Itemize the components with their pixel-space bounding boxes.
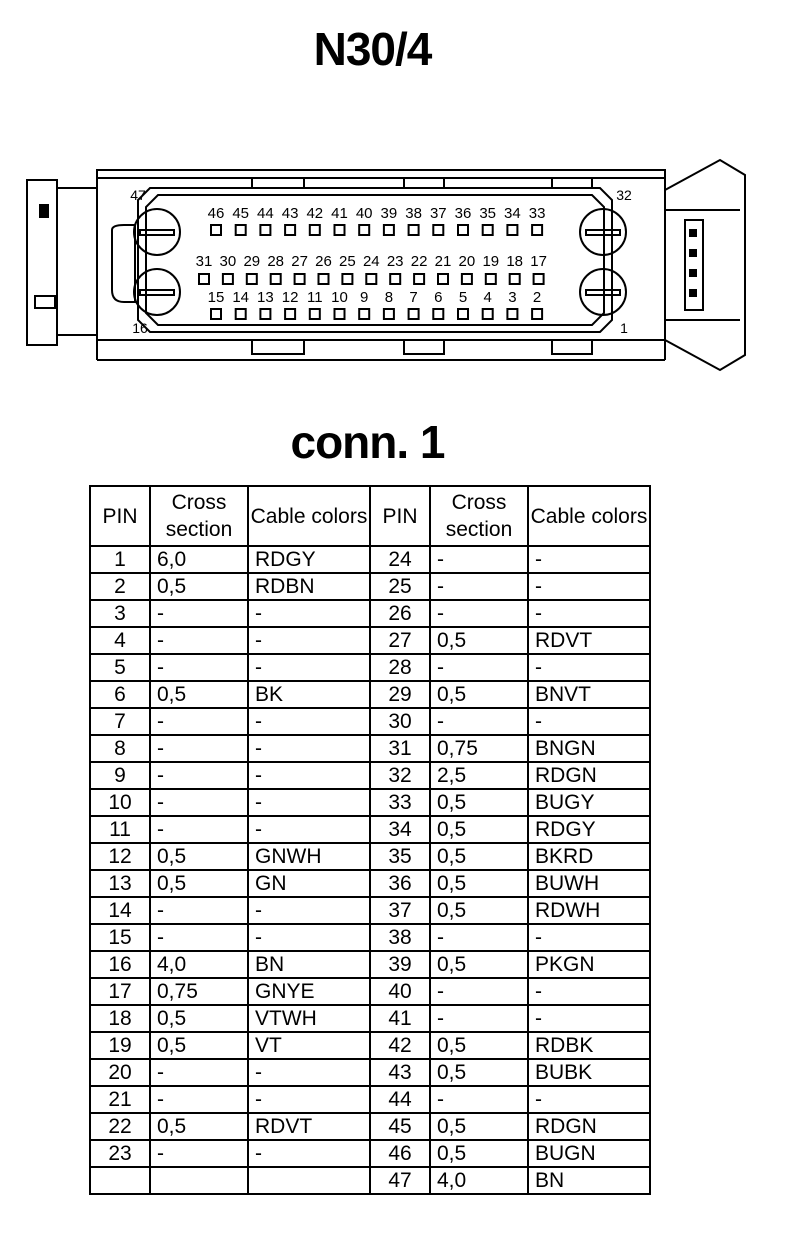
pin-number-label: 18 bbox=[506, 253, 524, 270]
pin-socket bbox=[335, 309, 345, 319]
cell-pin-left: 19 bbox=[90, 1032, 150, 1059]
table-row bbox=[90, 1113, 650, 1140]
table-row bbox=[90, 870, 650, 897]
cell-pin-right: 46 bbox=[370, 1140, 430, 1167]
table-row bbox=[90, 546, 650, 573]
header-cross-section-right: Cross section bbox=[430, 486, 528, 546]
pin-number-label: 12 bbox=[281, 289, 299, 306]
table-row bbox=[90, 708, 650, 735]
cell-pin-left: 6 bbox=[90, 681, 150, 708]
cell-cross-section-left: 6,0 bbox=[150, 546, 248, 573]
cell-cable-colors-left: - bbox=[248, 924, 370, 951]
pin-socket bbox=[510, 274, 520, 284]
pin-number-label: 5 bbox=[458, 289, 468, 306]
cell-cross-section-right: 0,5 bbox=[430, 1032, 528, 1059]
cell-cable-colors-left: RDBN bbox=[248, 573, 370, 600]
pin-socket bbox=[532, 309, 542, 319]
pin-number-label: 17 bbox=[530, 253, 547, 270]
pin-socket bbox=[438, 274, 448, 284]
pin-number-label: 27 bbox=[291, 253, 308, 270]
cell-pin-right: 47 bbox=[370, 1167, 430, 1194]
cell-cable-colors-left: - bbox=[248, 600, 370, 627]
pin-socket bbox=[199, 274, 209, 284]
cell-cross-section-left: - bbox=[150, 627, 248, 654]
pin-number-label: 37 bbox=[429, 205, 447, 222]
table-row bbox=[90, 1032, 650, 1059]
cell-pin-left: 1 bbox=[90, 546, 150, 573]
pin-number-label: 39 bbox=[380, 205, 398, 222]
pin-number-label: 6 bbox=[434, 289, 443, 306]
corner-label-top-right: 32 bbox=[616, 187, 632, 203]
cell-cross-section-right: 4,0 bbox=[430, 1167, 528, 1194]
cell-cable-colors-right: BUGY bbox=[528, 789, 650, 816]
cell-cross-section-left: 0,5 bbox=[150, 1005, 248, 1032]
table-row bbox=[90, 627, 650, 654]
pin-number-label: 8 bbox=[384, 289, 394, 306]
header-pin-left: PIN bbox=[90, 486, 150, 546]
cell-cable-colors-left: - bbox=[248, 1086, 370, 1113]
cell-pin-left: 16 bbox=[90, 951, 150, 978]
table-row bbox=[90, 924, 650, 951]
cell-cross-section-right: - bbox=[430, 1086, 528, 1113]
header-cable-colors-left: Cable colors bbox=[248, 486, 370, 546]
cell-cross-section-left: 4,0 bbox=[150, 951, 248, 978]
table-row bbox=[90, 897, 650, 924]
cell-cross-section-left: - bbox=[150, 1086, 248, 1113]
cell-pin-right: 33 bbox=[370, 789, 430, 816]
cell-cable-colors-left: VT bbox=[248, 1032, 370, 1059]
pin-number-label: 26 bbox=[315, 253, 332, 270]
pin-socket bbox=[310, 225, 320, 235]
cell-cross-section-left bbox=[150, 1167, 248, 1194]
pin-socket bbox=[486, 274, 496, 284]
pin-number-label: 25 bbox=[339, 253, 356, 270]
cell-cable-colors-left: - bbox=[248, 654, 370, 681]
pin-number-label: 24 bbox=[362, 253, 380, 270]
pin-number-label: 41 bbox=[331, 205, 348, 222]
pin-socket bbox=[366, 274, 376, 284]
table-row bbox=[90, 1140, 650, 1167]
cell-cross-section-left: - bbox=[150, 735, 248, 762]
pin-socket bbox=[271, 274, 281, 284]
cell-cross-section-right: 0,75 bbox=[430, 735, 528, 762]
pin-socket bbox=[507, 309, 517, 319]
pin-socket bbox=[223, 274, 233, 284]
cell-pin-left: 10 bbox=[90, 789, 150, 816]
pin-number-label: 7 bbox=[409, 289, 418, 306]
cell-pin-right: 41 bbox=[370, 1005, 430, 1032]
cell-cable-colors-left: GNWH bbox=[248, 843, 370, 870]
pin-socket bbox=[335, 225, 345, 235]
cell-cross-section-left: 0,5 bbox=[150, 843, 248, 870]
cell-pin-left: 9 bbox=[90, 762, 150, 789]
cell-pin-left bbox=[90, 1167, 150, 1194]
cell-cross-section-right: 0,5 bbox=[430, 951, 528, 978]
header-pin-right: PIN bbox=[370, 486, 430, 546]
cell-cross-section-right: 0,5 bbox=[430, 681, 528, 708]
cell-cable-colors-right: RDGN bbox=[528, 762, 650, 789]
cell-cross-section-right: 0,5 bbox=[430, 843, 528, 870]
cell-cross-section-right: - bbox=[430, 708, 528, 735]
cell-cross-section-right: 2,5 bbox=[430, 762, 528, 789]
cell-cable-colors-left: - bbox=[248, 816, 370, 843]
cell-pin-left: 13 bbox=[90, 870, 150, 897]
pin-number-label: 30 bbox=[219, 253, 237, 270]
cell-cross-section-right: 0,5 bbox=[430, 627, 528, 654]
pin-socket bbox=[462, 274, 472, 284]
cell-cross-section-left: 0,5 bbox=[150, 1032, 248, 1059]
cell-cross-section-right: 0,5 bbox=[430, 870, 528, 897]
cell-cable-colors-right: - bbox=[528, 1086, 650, 1113]
pin-number-label: 43 bbox=[281, 205, 299, 222]
cell-cross-section-left: - bbox=[150, 924, 248, 951]
pin-socket bbox=[483, 225, 493, 235]
pin-number-label: 9 bbox=[360, 289, 369, 306]
table-row bbox=[90, 843, 650, 870]
cell-pin-right: 32 bbox=[370, 762, 430, 789]
cell-cross-section-right: - bbox=[430, 924, 528, 951]
cell-pin-left: 20 bbox=[90, 1059, 150, 1086]
pin-number-label: 4 bbox=[483, 289, 492, 306]
pin-socket bbox=[390, 274, 400, 284]
pin-number-label: 13 bbox=[257, 289, 274, 306]
table-row bbox=[90, 600, 650, 627]
pin-number-label: 31 bbox=[195, 253, 213, 270]
table-row bbox=[90, 1086, 650, 1113]
cell-cable-colors-left: - bbox=[248, 1059, 370, 1086]
cell-cable-colors-right: BUBK bbox=[528, 1059, 650, 1086]
cell-cable-colors-right: BN bbox=[528, 1167, 650, 1194]
table-row bbox=[90, 735, 650, 762]
cell-pin-left: 7 bbox=[90, 708, 150, 735]
pin-socket bbox=[359, 225, 369, 235]
cell-pin-left: 23 bbox=[90, 1140, 150, 1167]
connector-title: conn. 1 bbox=[290, 416, 445, 468]
cell-cross-section-right: 0,5 bbox=[430, 1140, 528, 1167]
cell-cable-colors-left: VTWH bbox=[248, 1005, 370, 1032]
cell-cable-colors-right: BKRD bbox=[528, 843, 650, 870]
table-row bbox=[90, 681, 650, 708]
cell-cable-colors-right: BNVT bbox=[528, 681, 650, 708]
cell-cable-colors-right: - bbox=[528, 708, 650, 735]
pin-number-label: 42 bbox=[306, 205, 324, 222]
cell-pin-left: 17 bbox=[90, 978, 150, 1005]
cell-pin-right: 31 bbox=[370, 735, 430, 762]
cell-cable-colors-left bbox=[248, 1167, 370, 1194]
cell-pin-right: 36 bbox=[370, 870, 430, 897]
pin-socket bbox=[433, 225, 443, 235]
cell-cross-section-left: - bbox=[150, 600, 248, 627]
pin-socket bbox=[260, 225, 270, 235]
pin-socket bbox=[359, 309, 369, 319]
cell-pin-right: 30 bbox=[370, 708, 430, 735]
cell-cable-colors-left: - bbox=[248, 1140, 370, 1167]
cell-cable-colors-left: - bbox=[248, 708, 370, 735]
cell-cable-colors-right: RDGY bbox=[528, 816, 650, 843]
corner-label-bottom-right: 1 bbox=[620, 320, 628, 336]
pin-socket bbox=[483, 309, 493, 319]
cell-pin-left: 22 bbox=[90, 1113, 150, 1140]
pin-socket bbox=[236, 225, 246, 235]
page-title: N30/4 bbox=[313, 23, 432, 75]
cell-cross-section-right: 0,5 bbox=[430, 789, 528, 816]
cell-cross-section-left: - bbox=[150, 1140, 248, 1167]
cell-cable-colors-left: GNYE bbox=[248, 978, 370, 1005]
pin-number-label: 44 bbox=[257, 205, 274, 222]
cell-cross-section-left: - bbox=[150, 762, 248, 789]
pin-number-label: 35 bbox=[479, 205, 497, 222]
pin-socket bbox=[458, 225, 468, 235]
table-row bbox=[90, 1167, 650, 1194]
cell-cross-section-right: - bbox=[430, 573, 528, 600]
pin-number-label: 40 bbox=[355, 205, 373, 222]
cell-pin-right: 27 bbox=[370, 627, 430, 654]
cell-cable-colors-right: BNGN bbox=[528, 735, 650, 762]
cell-pin-right: 44 bbox=[370, 1086, 430, 1113]
table-row bbox=[90, 1059, 650, 1086]
pin-number-label: 14 bbox=[232, 289, 250, 306]
pin-socket bbox=[310, 309, 320, 319]
table-body bbox=[90, 546, 650, 1194]
pin-socket bbox=[433, 309, 443, 319]
cell-pin-right: 34 bbox=[370, 816, 430, 843]
cell-cross-section-left: 0,75 bbox=[150, 978, 248, 1005]
table-row bbox=[90, 816, 650, 843]
connector-svg bbox=[0, 150, 800, 385]
pin-socket bbox=[236, 309, 246, 319]
cell-cable-colors-right: - bbox=[528, 654, 650, 681]
cell-cross-section-right: - bbox=[430, 546, 528, 573]
cell-cross-section-left: - bbox=[150, 789, 248, 816]
cell-pin-left: 21 bbox=[90, 1086, 150, 1113]
cell-pin-right: 24 bbox=[370, 546, 430, 573]
cell-pin-right: 45 bbox=[370, 1113, 430, 1140]
cell-cable-colors-left: - bbox=[248, 762, 370, 789]
pin-socket bbox=[247, 274, 257, 284]
cell-pin-left: 11 bbox=[90, 816, 150, 843]
cell-cross-section-left: - bbox=[150, 816, 248, 843]
cell-cable-colors-right: PKGN bbox=[528, 951, 650, 978]
cell-pin-right: 29 bbox=[370, 681, 430, 708]
pin-socket bbox=[211, 225, 221, 235]
cell-pin-left: 8 bbox=[90, 735, 150, 762]
cell-cable-colors-right: - bbox=[528, 546, 650, 573]
table-row bbox=[90, 762, 650, 789]
table-row bbox=[90, 573, 650, 600]
cell-pin-right: 26 bbox=[370, 600, 430, 627]
pin-socket bbox=[414, 274, 424, 284]
pin-socket bbox=[384, 225, 394, 235]
cell-pin-left: 14 bbox=[90, 897, 150, 924]
corner-label-bottom-left: 16 bbox=[132, 320, 148, 336]
cell-pin-right: 43 bbox=[370, 1059, 430, 1086]
cell-pin-left: 18 bbox=[90, 1005, 150, 1032]
cell-cross-section-right: 0,5 bbox=[430, 897, 528, 924]
pin-socket bbox=[295, 274, 305, 284]
cell-cable-colors-right: BUGN bbox=[528, 1140, 650, 1167]
cell-cross-section-left: 0,5 bbox=[150, 681, 248, 708]
pin-number-label: 33 bbox=[528, 205, 546, 222]
cell-cable-colors-left: - bbox=[248, 627, 370, 654]
pin-number-label: 38 bbox=[405, 205, 422, 222]
cell-pin-right: 37 bbox=[370, 897, 430, 924]
pin-groups bbox=[196, 205, 547, 319]
cell-cable-colors-left: GN bbox=[248, 870, 370, 897]
cell-pin-left: 15 bbox=[90, 924, 150, 951]
cell-pin-right: 39 bbox=[370, 951, 430, 978]
table-row bbox=[90, 654, 650, 681]
cell-cross-section-right: 0,5 bbox=[430, 1059, 528, 1086]
cell-cross-section-left: 0,5 bbox=[150, 573, 248, 600]
corner-label-top-left: 47 bbox=[130, 187, 146, 203]
cell-cross-section-left: 0,5 bbox=[150, 1113, 248, 1140]
pin-socket bbox=[319, 274, 329, 284]
pin-socket bbox=[534, 274, 544, 284]
cell-pin-right: 42 bbox=[370, 1032, 430, 1059]
cell-pin-right: 28 bbox=[370, 654, 430, 681]
cell-cross-section-left: 0,5 bbox=[150, 870, 248, 897]
pin-number-label: 11 bbox=[307, 289, 323, 306]
pin-number-label: 34 bbox=[504, 205, 521, 222]
cell-cross-section-left: - bbox=[150, 654, 248, 681]
pin-socket bbox=[384, 309, 394, 319]
cell-pin-right: 40 bbox=[370, 978, 430, 1005]
cell-pin-right: 35 bbox=[370, 843, 430, 870]
pinout-table bbox=[89, 485, 651, 1195]
cell-pin-right: 38 bbox=[370, 924, 430, 951]
pin-number-label: 3 bbox=[508, 289, 517, 306]
pin-number-label: 20 bbox=[458, 253, 476, 270]
cell-cable-colors-right: - bbox=[528, 600, 650, 627]
cell-pin-right: 25 bbox=[370, 573, 430, 600]
cell-cable-colors-right: RDVT bbox=[528, 627, 650, 654]
cell-cable-colors-right: - bbox=[528, 1005, 650, 1032]
cell-cable-colors-right: - bbox=[528, 573, 650, 600]
pin-socket bbox=[342, 274, 352, 284]
pin-number-label: 19 bbox=[482, 253, 500, 270]
pin-number-label: 21 bbox=[434, 253, 452, 270]
pin-socket bbox=[458, 309, 468, 319]
cell-cable-colors-left: BN bbox=[248, 951, 370, 978]
pin-number-label: 46 bbox=[207, 205, 225, 222]
header-cable-colors-right: Cable colors bbox=[528, 486, 650, 546]
cell-cross-section-right: - bbox=[430, 1005, 528, 1032]
table-header-row bbox=[90, 486, 650, 546]
cell-pin-left: 4 bbox=[90, 627, 150, 654]
pin-number-label: 22 bbox=[410, 253, 428, 270]
cell-cross-section-right: - bbox=[430, 654, 528, 681]
pin-number-label: 10 bbox=[331, 289, 348, 306]
pin-socket bbox=[260, 309, 270, 319]
pin-socket bbox=[409, 225, 419, 235]
cell-cable-colors-right: - bbox=[528, 924, 650, 951]
cell-cable-colors-left: - bbox=[248, 789, 370, 816]
pin-number-label: 36 bbox=[454, 205, 472, 222]
cell-cross-section-right: 0,5 bbox=[430, 1113, 528, 1140]
table-row bbox=[90, 789, 650, 816]
cell-cable-colors-right: RDBK bbox=[528, 1032, 650, 1059]
header-cross-section-left: Cross section bbox=[150, 486, 248, 546]
table-row bbox=[90, 951, 650, 978]
pin-number-label: 29 bbox=[243, 253, 261, 270]
cell-cross-section-right: - bbox=[430, 600, 528, 627]
right-latch bbox=[665, 160, 745, 370]
cell-cross-section-left: - bbox=[150, 708, 248, 735]
cell-cable-colors-left: - bbox=[248, 897, 370, 924]
pin-number-label: 45 bbox=[232, 205, 250, 222]
pin-socket bbox=[532, 225, 542, 235]
connector-drawing bbox=[0, 150, 800, 385]
cell-cross-section-left: - bbox=[150, 897, 248, 924]
pin-socket bbox=[211, 309, 221, 319]
pin-socket bbox=[507, 225, 517, 235]
pin-number-label: 15 bbox=[207, 289, 225, 306]
pin-socket bbox=[285, 309, 295, 319]
cell-cable-colors-right: RDGN bbox=[528, 1113, 650, 1140]
cell-cable-colors-right: - bbox=[528, 978, 650, 1005]
cell-cable-colors-right: BUWH bbox=[528, 870, 650, 897]
cell-cable-colors-left: BK bbox=[248, 681, 370, 708]
cell-cross-section-right: 0,5 bbox=[430, 816, 528, 843]
cell-pin-left: 3 bbox=[90, 600, 150, 627]
pin-number-label: 2 bbox=[532, 289, 542, 306]
table-row bbox=[90, 978, 650, 1005]
pin-socket bbox=[409, 309, 419, 319]
cell-pin-left: 12 bbox=[90, 843, 150, 870]
pin-socket bbox=[285, 225, 295, 235]
cell-cable-colors-left: RDGY bbox=[248, 546, 370, 573]
cell-cable-colors-left: - bbox=[248, 735, 370, 762]
cell-cable-colors-right: RDWH bbox=[528, 897, 650, 924]
cell-cross-section-right: - bbox=[430, 978, 528, 1005]
cell-cable-colors-left: RDVT bbox=[248, 1113, 370, 1140]
pin-number-label: 28 bbox=[267, 253, 285, 270]
cell-pin-left: 5 bbox=[90, 654, 150, 681]
table-row bbox=[90, 1005, 650, 1032]
pin-number-label: 23 bbox=[386, 253, 404, 270]
cell-cross-section-left: - bbox=[150, 1059, 248, 1086]
cell-pin-left: 2 bbox=[90, 573, 150, 600]
